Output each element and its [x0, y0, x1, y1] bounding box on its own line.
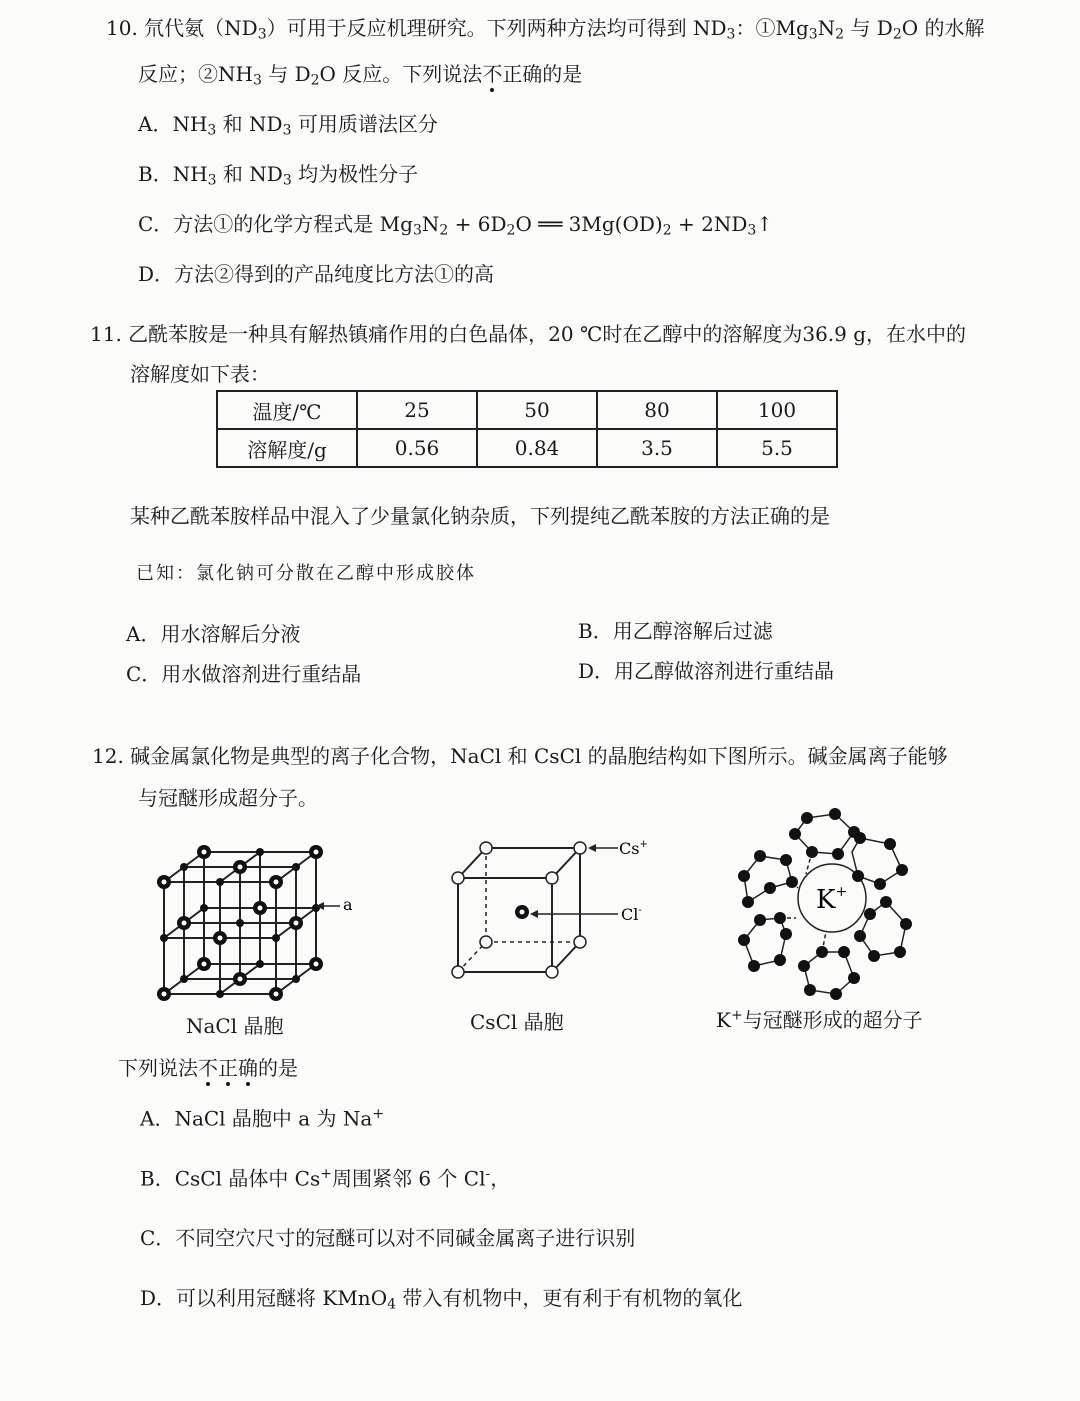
q11-option-d: D．用乙醇做溶剂进行重结晶 — [578, 659, 835, 683]
label-k: K+ — [816, 884, 848, 915]
label-cl: Cl- — [621, 905, 642, 924]
table-cell: 80 — [597, 391, 717, 429]
arrow-head-icon — [588, 844, 596, 852]
q11-option-a: A．用水溶解后分液 — [126, 622, 301, 646]
q11-known-note: 已知：氯化钠可分散在乙醇中形成胶体 — [136, 563, 476, 584]
arrow-head-icon — [530, 910, 538, 918]
q10-number: 10. — [106, 16, 138, 40]
q12-stem-line1: 12. 碱金属氯化物是典型的离子化合物，NaCl 和 CsCl 的晶胞结构如下图所示。碱金属离子能够 — [92, 744, 948, 768]
solubility-table — [216, 390, 838, 468]
q11-number: 11. — [90, 322, 122, 346]
q12-option-d: D．可以利用冠醚将 KMnO$_4$ 带入有机物中，更有利于有机物的氧化 — [140, 1286, 743, 1313]
q10-stem-line2: 反应；$②NH_3$ 与 $D_2O$ 反应。下列说法不正确的是 — [138, 62, 583, 89]
q11-stem-line2: 溶解度如下表： — [130, 362, 270, 386]
q11-option-b: B．用乙醇溶解后过滤 — [578, 619, 773, 643]
table-cell: 0.56 — [357, 429, 477, 467]
table-header-temperature: 温度/℃ — [217, 391, 357, 429]
q10-stem-line1: 10. 氘代氨$(ND_3)$可用于反应机理研究。下列两种方法均可得到 $ND_3$：$①Mg_3N_2$ 与 $D_2O$ 的水解 — [106, 16, 985, 43]
q10-option-d: D．方法②得到的产品纯度比方法①的高 — [138, 262, 495, 286]
table-cell: 3.5 — [597, 429, 717, 467]
table-cell: 5.5 — [717, 429, 837, 467]
table-cell: 0.84 — [477, 429, 597, 467]
cscl-caption: CsCl 晶胞 — [470, 1010, 564, 1034]
table-header-solubility: 溶解度/g — [217, 429, 357, 467]
q12-stem-line2: 与冠醚形成超分子。 — [138, 786, 318, 810]
table-cell: 50 — [477, 391, 597, 429]
table-cell: 100 — [717, 391, 837, 429]
label-cs: Cs+ — [619, 839, 648, 858]
emphasis-not: 不 — [198, 1056, 218, 1080]
table-row — [217, 391, 837, 429]
q12-question: 下列说法不正确的是 — [118, 1056, 298, 1080]
emphasis-correct-2: 确 — [238, 1056, 258, 1080]
label-a: a — [343, 895, 353, 914]
q12-option-c: C．不同空穴尺寸的冠醚可以对不同碱金属离子进行识别 — [140, 1226, 636, 1250]
nacl-unit-cell-figure — [150, 840, 370, 1010]
cscl-unit-cell-figure — [448, 836, 668, 986]
q12-option-b: B．CsCl 晶体中 Cs+周围紧邻 6 个 Cl-， — [140, 1166, 511, 1191]
crown-ether-caption: K+与冠醚形成的超分子 — [716, 1007, 923, 1032]
q10-option-a: A．$NH_3$ 和 $ND_3$ 可用质谱法区分 — [138, 112, 438, 139]
q10-option-b: B．$NH_3$ 和 $ND_3$ 均为极性分子 — [138, 162, 419, 189]
emphasis-correct-1: 正 — [218, 1056, 238, 1080]
nacl-caption: NaCl 晶胞 — [186, 1014, 284, 1038]
q11-stem-line1: 11. 乙酰苯胺是一种具有解热镇痛作用的白色晶体，20 ℃时在乙醇中的溶解度为36.9 g，在水中的 — [90, 322, 967, 346]
table-row — [217, 429, 837, 467]
q11-question: 某种乙酰苯胺样品中混入了少量氯化钠杂质，下列提纯乙酰苯胺的方法正确的是 — [130, 504, 830, 528]
emphasis-not: 不 — [482, 62, 503, 86]
table-cell: 25 — [357, 391, 477, 429]
q10-option-c: C．方法①的化学方程式是 $Mg_3N_2 + 6D_2O$ ══ $3Mg(OD)_2$ + $2ND_3↑$ — [138, 212, 774, 239]
q12-option-a: A．NaCl 晶胞中 a 为 Na+ — [140, 1106, 385, 1131]
q12-number: 12. — [92, 744, 124, 768]
q11-option-c: C．用水做溶剂进行重结晶 — [126, 662, 362, 686]
crown-ether-figure — [740, 806, 930, 996]
